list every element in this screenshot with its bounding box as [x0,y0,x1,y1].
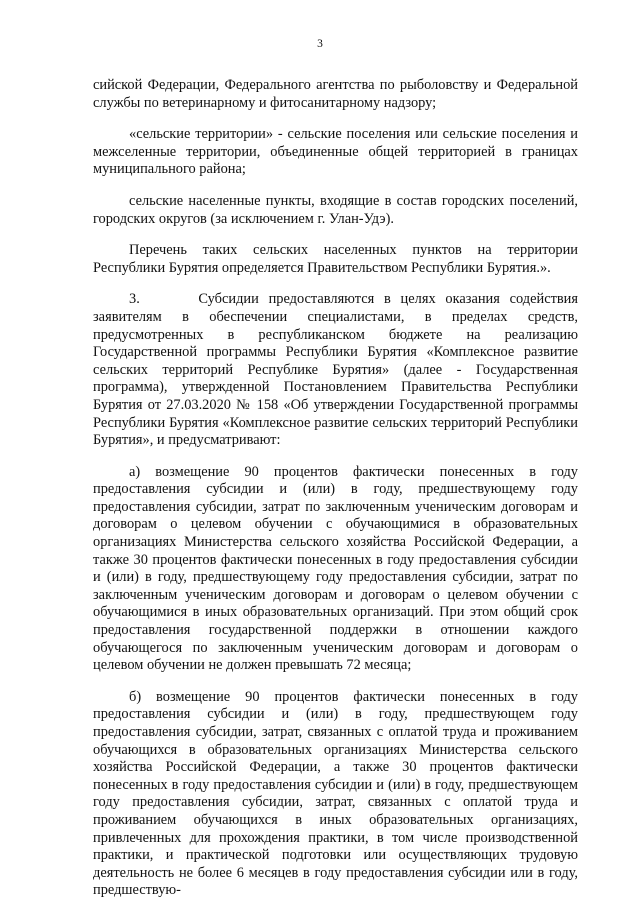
paragraph-subclause-a: а) возмещение 90 процентов фактически понесенных в году предоставления субсидии и (или) в году, предшествующему году предоставления субсидии, затрат по заключенным ученическим договорам и договорам о целевом обучении с обучающимися в образовательных организациях Министерства сельского хозяйства Российской Федерации, а также 30 процентов фактически понесенных в году предоставления субсидии и (или) в году, предшествующему году предоставления субсидии, затрат по заключенным ученическим договорам и договорам о целевом обучении с обучающимися в иных образовательных организаций. При этом общий срок предоставления государственной поддержки в отношении каждого обучающегося по заключенным ученическим договорам и договорам о целевом обучении не должен превышать 72 месяца; [93,463,578,674]
document-body [93,77,578,900]
page-number: 3 [317,38,323,50]
paragraph-rural-territories-definition: «сельские территории» - сельские поселения или сельские поселения и межселенные территории, объединенные общей территорией в границах муниципального района; [93,126,578,178]
paragraph-rural-settlements: сельские населенные пункты, входящие в состав городских поселений, городских округов (за исключением г. Улан-Удэ). [93,192,578,227]
paragraph-clause-3: 3. Субсидии предоставляются в целях оказания содействия заявителям в обеспечении специалистами, в пределах средств, предусмотренных в республиканском бюджете на реализацию Государственной программы Республики Бурятия «Комплексное развитие сельских территорий Республике Бурятия» (далее - Государственная программа), утвержденной Постановлением Правительства Республики Бурятия от 27.03.2020 № 158 «Об утверждении Государственной программы Республики Бурятия «Комплексное развитие сельских территорий Республики Бурятия», и предусматривают: [93,291,578,449]
paragraph-settlement-list: Перечень таких сельских населенных пунктов на территории Республики Бурятия определяется Правительством Республики Бурятия.». [93,242,578,276]
paragraph-continuation: сийской Федерации, Федерального агентства по рыболовству и Федеральной службы по ветеринарному и фитосанитарному надзору; [93,77,578,111]
paragraph-subclause-b: б) возмещение 90 процентов фактически понесенных в году предоставления субсидии и (или) в году, предшествующем году предоставления субсидии, затрат, связанных с оплатой труда и проживанием обучающихся в образовательных организациях Министерства сельского хозяйства Российской Федерации, а также 30 процентов фактически понесенных в году предоставления субсидии и (или) в году, предшествующем году предоставления субсидии, затрат, связанных с оплатой труда и проживанием обучающихся в иных образовательных организациях, привлеченных для прохождения практики, в том числе производственной практики, и практической подготовки или осуществляющих трудовую деятельность не более 6 месяцев в году предоставления субсидии или в году, предшествую- [93,688,578,899]
